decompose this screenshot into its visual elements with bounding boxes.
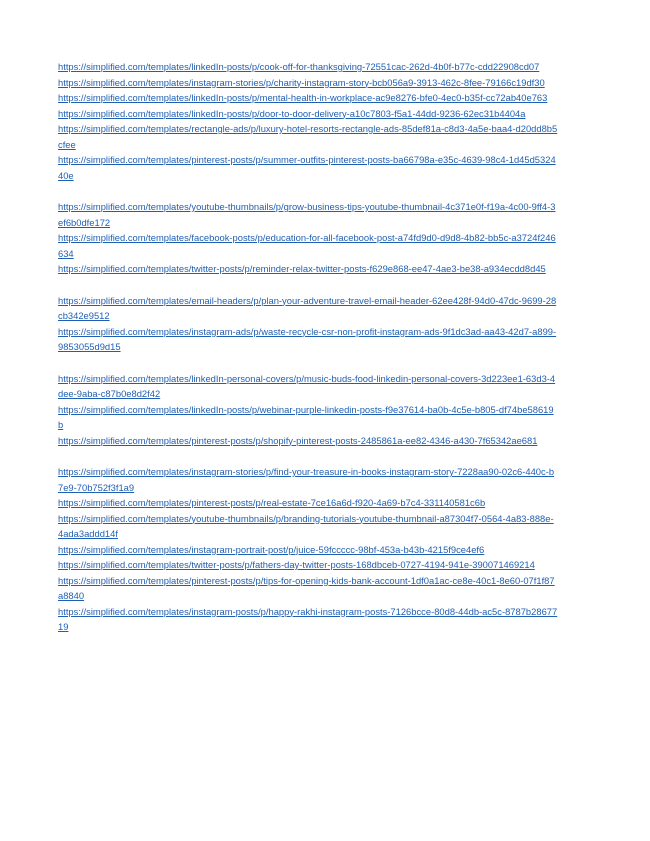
template-link[interactable]: https://simplified.com/templates/linkedIn-posts/p/cook-off-for-thanksgiving-72551cac-262d-4b0f-b77c-cdd22908cd07 [58, 61, 540, 72]
template-link[interactable]: https://simplified.com/templates/youtube-thumbnails/p/grow-business-tips-youtube-thumbnail-4c371e0f-f19a-4c00-9ff4-3ef6b0dfe172 [58, 201, 556, 228]
template-link[interactable]: https://simplified.com/templates/linkedIn-posts/p/mental-health-in-workplace-ac9e8276-bfe0-4ec0-b35f-cc72ab40e763 [58, 92, 548, 103]
template-link[interactable]: https://simplified.com/templates/facebook-posts/p/education-for-all-facebook-post-a74fd9d0-d9d8-4b82-bb5c-a3724f246634 [58, 232, 556, 259]
link-group [58, 464, 558, 635]
template-link[interactable]: https://simplified.com/templates/pinterest-posts/p/real-estate-7ce16a6d-f920-4a69-b7c4-331140581c6b [58, 497, 486, 508]
template-link[interactable]: https://simplified.com/templates/rectangle-ads/p/luxury-hotel-resorts-rectangle-ads-85def81a-c8d3-4a5e-baa4-d20dd8b5cfee [58, 123, 558, 150]
link-group [58, 59, 558, 183]
template-link[interactable]: https://simplified.com/templates/email-headers/p/plan-your-adventure-travel-email-header-62ee428f-94d0-47dc-9699-28cb342e9512 [58, 294, 557, 321]
template-link[interactable]: https://simplified.com/templates/instagram-ads/p/waste-recycle-csr-non-profit-instagram-ads-9f1dc3ad-aa43-42d7-a899-9853055d9d15 [58, 325, 557, 352]
link-group [58, 293, 558, 355]
template-link[interactable]: https://simplified.com/templates/twitter-posts/p/fathers-day-twitter-posts-168dbceb-0727-4194-941e-390071469214 [58, 559, 535, 570]
link-group [58, 199, 558, 277]
template-link[interactable]: https://simplified.com/templates/instagram-portrait-post/p/juice-59fccccc-98bf-453a-b43b-4215f9ce4ef6 [58, 543, 485, 555]
document-page [58, 59, 558, 651]
template-link[interactable]: https://simplified.com/templates/linkedIn-posts/p/webinar-purple-linkedin-posts-f9e37614-ba0b-4c5e-b805-df74be58619b [58, 403, 554, 430]
template-link[interactable]: https://simplified.com/templates/linkedIn-posts/p/door-to-door-delivery-a10c7803-f5a1-44dd-9236-62ec31b4404a [58, 107, 526, 119]
template-link[interactable]: https://simplified.com/templates/pinterest-posts/p/tips-for-opening-kids-bank-account-1df0a1ac-ce8e-40c1-8e60-07f1f87a8840 [58, 574, 555, 601]
link-group [58, 371, 558, 449]
template-link[interactable]: https://simplified.com/templates/pinterest-posts/p/summer-outfits-pinterest-posts-ba66798a-e35c-4639-98c4-1d45d532440e [58, 154, 556, 181]
template-link[interactable]: https://simplified.com/templates/twitter-posts/p/reminder-relax-twitter-posts-f629e868-ee47-4ae3-be38-a934ecdd8d45 [58, 263, 546, 274]
template-link[interactable]: https://simplified.com/templates/pinterest-posts/p/shopify-pinterest-posts-2485861a-ee82-4346-a430-7f65342ae681 [58, 434, 538, 446]
template-link[interactable]: https://simplified.com/templates/youtube-thumbnails/p/branding-tutorials-youtube-thumbnail-a87304f7-0564-4a83-888e-4ada3addd14f [58, 512, 554, 539]
template-link[interactable]: https://simplified.com/templates/instagram-posts/p/happy-rakhi-instagram-posts-7126bcce-80d8-44db-ac5c-8787b2867719 [58, 605, 558, 632]
template-link[interactable]: https://simplified.com/templates/instagram-stories/p/find-your-treasure-in-books-instagram-story-7228aa90-02c6-440c-b7e9-70b752f3f1a9 [58, 466, 555, 493]
template-link[interactable]: https://simplified.com/templates/instagram-stories/p/charity-instagram-story-bcb056a9-3913-462c-8fee-79166c19df30 [58, 76, 545, 88]
template-link[interactable]: https://simplified.com/templates/linkedIn-personal-covers/p/music-buds-food-linkedin-personal-covers-3d223ee1-63d3-4dee-9aba-c87b0e8d2f42 [58, 372, 556, 399]
